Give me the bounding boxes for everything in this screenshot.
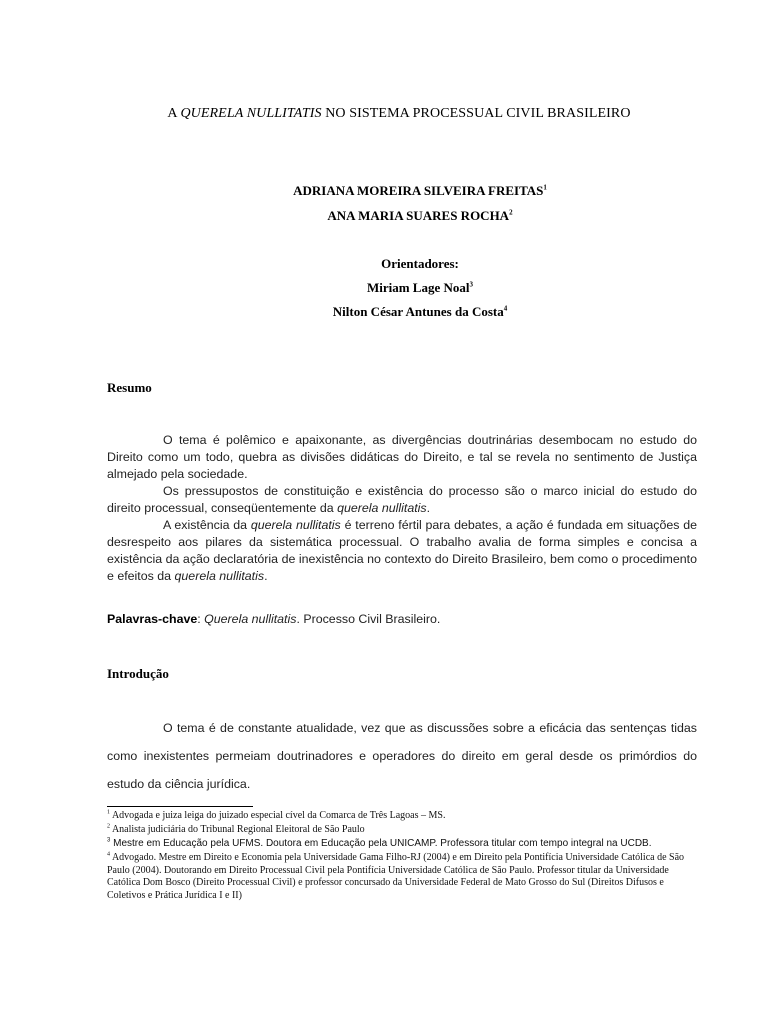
footnote-1-text: Advogada e juiza leiga do juizado especial cível da Comarca de Três Lagoas – MS. bbox=[110, 810, 446, 821]
author-2 bbox=[0, 208, 768, 224]
title-suffix: NO SISTEMA PROCESSUAL CIVIL BRASILEIRO bbox=[321, 106, 631, 121]
abstract-body bbox=[107, 432, 697, 585]
title-italic: QUERELA NULLITATIS bbox=[180, 106, 322, 121]
abstract-p2-text: Os pressupostos de constituição e existência do processo são o marco inicial do estudo do direito processual, conseqüentemente da bbox=[107, 484, 697, 515]
advisor-1 bbox=[0, 280, 768, 296]
abstract-p2-italic: querela nullitatis bbox=[337, 501, 427, 515]
advisor-2-name: Nilton César Antunes da Costa bbox=[332, 304, 504, 319]
footnote-1 bbox=[107, 810, 693, 823]
footnote-3-text: Mestre em Educação pela UFMS. Doutora em Educação pela UNICAMP. Professora titular com tempo integral na UCDB. bbox=[110, 838, 652, 850]
author-1-name: ADRIANA MOREIRA SILVEIRA FREITAS bbox=[293, 183, 544, 198]
title-prefix: A bbox=[167, 106, 181, 121]
abstract-p3-italic-2: querela nullitatis bbox=[174, 569, 265, 583]
introduction-paragraph: O tema é de constante atualidade, vez que as discussões sobre a eficácia das sentenças tidas como inexistentes permeiam doutrinadores e operadores do direito em geral desde os primórdios do estudo da ciência jurídica. bbox=[107, 721, 697, 791]
footnote-3 bbox=[107, 838, 693, 851]
abstract-p3-text-b: é terreno fértil para debates, a ação é fundada em situações de desrespeito aos pilares da sistemática processual. O trabalho avalia de forma simples e concisa a existência da ação declaratória de inexistência no contexto do Direito Brasileiro, bem como o procedimento e efeitos da bbox=[107, 518, 698, 583]
keywords-label: Palavras-chave bbox=[107, 612, 198, 626]
footnote-divider bbox=[107, 806, 253, 807]
advisor-1-name: Miriam Lage Noal bbox=[366, 280, 470, 295]
footnote-3-number: 3 bbox=[107, 837, 111, 844]
abstract-p3-end: . bbox=[264, 569, 268, 583]
footnote-2-number: 2 bbox=[107, 823, 110, 830]
introduction-body bbox=[107, 714, 697, 798]
advisor-1-footnote-ref: 3 bbox=[469, 280, 474, 289]
keywords-rest: . Processo Civil Brasileiro. bbox=[296, 612, 441, 626]
advisor-2-footnote-ref: 4 bbox=[503, 304, 508, 313]
footnote-2 bbox=[107, 824, 693, 837]
abstract-paragraph-1: O tema é polêmico e apaixonante, as divergências doutrinárias desembocam no estudo do Direito como um todo, quebra as divisões didáticas do Direito, e tal se revela no sentimento de Justiça almejado pela sociedade. bbox=[107, 433, 697, 481]
author-2-footnote-ref: 2 bbox=[509, 208, 513, 217]
footnote-4-number: 4 bbox=[107, 851, 110, 858]
abstract-p2-end: . bbox=[426, 501, 431, 515]
keywords-italic: Querela nullitatis bbox=[204, 612, 297, 626]
footnotes bbox=[107, 810, 693, 904]
footnote-1-number: 1 bbox=[107, 809, 110, 816]
abstract-heading: Resumo bbox=[107, 380, 152, 395]
abstract-paragraph-3 bbox=[107, 517, 697, 585]
document-title bbox=[0, 106, 768, 122]
abstract-p3-text-a: A existência da bbox=[163, 518, 251, 532]
abstract-p3-italic-1: querela nullitatis bbox=[250, 518, 341, 532]
author-1-footnote-ref: 1 bbox=[543, 183, 547, 192]
footnote-4 bbox=[107, 852, 693, 902]
keywords-separator: : bbox=[197, 612, 205, 626]
author-1 bbox=[0, 183, 768, 199]
advisor-2 bbox=[0, 304, 768, 320]
advisors-label: Orientadores: bbox=[381, 256, 459, 271]
introduction-heading: Introdução bbox=[107, 666, 169, 681]
footnote-4-text: Advogado. Mestre em Direito e Economia pela Universidade Gama Filho-RJ (2004) e em Direito pela Pontifícia Universidade Católica de São Paulo (2004). Doutorando em Direito Processual Civil pela Pontifícia Universidade Católica de São Paulo. Professor titular da Universidade Católica Dom Bosco (Direito Processual Civil) e professor concursado da Universidade Federal de Mato Grosso do Sul (Direitos Difusos e Coletivos e Prática Jurídica I e II) bbox=[107, 852, 685, 902]
keywords-line bbox=[107, 612, 440, 626]
abstract-paragraph-2 bbox=[107, 483, 697, 517]
footnote-2-text: Analista judiciária do Tribunal Regional Eleitoral de São Paulo bbox=[110, 824, 365, 836]
author-2-name: ANA MARIA SUARES ROCHA bbox=[327, 208, 510, 223]
